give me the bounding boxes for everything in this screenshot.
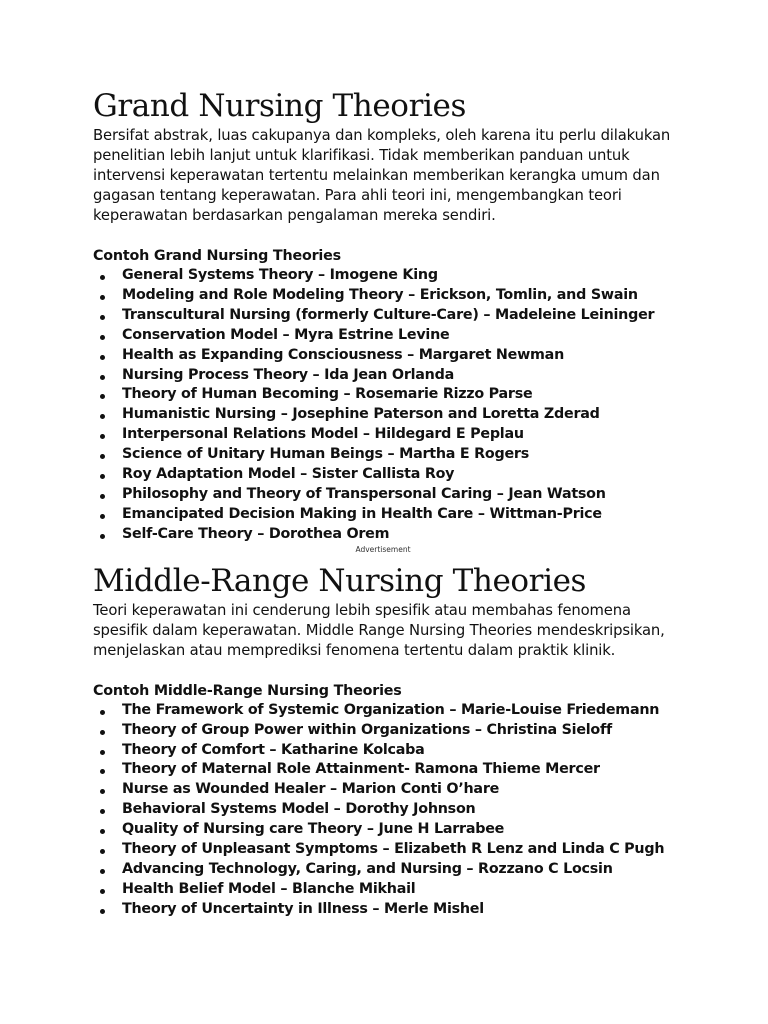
bullet-icon bbox=[100, 710, 105, 715]
list-item bbox=[93, 465, 693, 485]
list-item bbox=[93, 800, 693, 820]
list-item-text: Theory of Unpleasant Symptoms – Elizabeth R Lenz and Linda C Pugh bbox=[122, 841, 665, 858]
list-item-text: Modeling and Role Modeling Theory – Erickson, Tomlin, and Swain bbox=[122, 286, 638, 303]
list-item bbox=[93, 880, 693, 900]
middle-range-theories-heading: Middle-Range Nursing Theories bbox=[93, 562, 587, 599]
list-item-text: Science of Unitary Human Beings – Martha E Rogers bbox=[122, 446, 529, 463]
bullet-icon bbox=[100, 355, 105, 360]
bullet-icon bbox=[100, 375, 105, 380]
list-item bbox=[93, 741, 693, 761]
list-item bbox=[93, 346, 693, 366]
list-item bbox=[93, 286, 693, 306]
list-item bbox=[93, 405, 693, 425]
bullet-icon bbox=[100, 534, 105, 539]
bullet-icon bbox=[100, 889, 105, 894]
list-item bbox=[93, 701, 693, 721]
list-item bbox=[93, 820, 693, 840]
grand-theories-heading: Grand Nursing Theories bbox=[93, 88, 466, 124]
list-item-text: Self-Care Theory – Dorothea Orem bbox=[122, 525, 390, 542]
list-item-text: Roy Adaptation Model – Sister Callista Roy bbox=[122, 466, 455, 483]
bullet-icon bbox=[100, 494, 105, 499]
list-item bbox=[93, 266, 693, 286]
list-item bbox=[93, 306, 693, 326]
grand-theories-intro: Bersifat abstrak, luas cakupanya dan kompleks, oleh karena itu perlu dilakukan penelitian lebih lanjut untuk klarifikasi. Tidak memberikan panduan untuk intervensi keperawatan tertentu melainkan memberikan kerangka umum dan gagasan tentang keperawatan. Para ahli teori ini, mengembangkan teori keperawatan berdasarkan pengalaman mereka sendiri. bbox=[93, 127, 671, 224]
list-item-text: Transcultural Nursing (formerly Culture-Care) – Madeleine Leininger bbox=[122, 306, 655, 323]
advertisement-label: Advertisement bbox=[355, 544, 411, 554]
list-item bbox=[93, 505, 693, 525]
list-item-text: Theory of Human Becoming – Rosemarie Rizzo Parse bbox=[122, 386, 533, 403]
list-item bbox=[93, 366, 693, 386]
bullet-icon bbox=[100, 335, 105, 340]
middle-range-theories-subheading: Contoh Middle-Range Nursing Theories bbox=[93, 682, 402, 699]
bullet-icon bbox=[100, 514, 105, 519]
list-item-text: Quality of Nursing care Theory – June H Larrabee bbox=[122, 821, 505, 838]
bullet-icon bbox=[100, 730, 105, 735]
bullet-icon bbox=[100, 474, 105, 479]
list-item-text: Conservation Model – Myra Estrine Levine bbox=[122, 326, 450, 343]
bullet-icon bbox=[100, 869, 105, 874]
list-item-text: Health as Expanding Consciousness – Margaret Newman bbox=[122, 346, 564, 363]
list-item-text: Health Belief Model – Blanche Mikhail bbox=[122, 880, 416, 897]
grand-theories-subheading: Contoh Grand Nursing Theories bbox=[93, 248, 341, 264]
list-item bbox=[93, 760, 693, 780]
list-item-text: Nursing Process Theory – Ida Jean Orlanda bbox=[122, 366, 454, 383]
list-item-text: Behavioral Systems Model – Dorothy Johnson bbox=[122, 801, 476, 818]
list-item-text: Interpersonal Relations Model – Hildegard E Peplau bbox=[122, 426, 524, 443]
bullet-icon bbox=[100, 909, 105, 914]
list-item-text: Theory of Group Power within Organizations – Christina Sieloff bbox=[122, 721, 612, 738]
list-item bbox=[93, 525, 693, 545]
bullet-icon bbox=[100, 434, 105, 439]
list-item bbox=[93, 485, 693, 505]
list-item-text: Emancipated Decision Making in Health Care – Wittman-Price bbox=[122, 505, 602, 522]
list-item-text: Theory of Comfort – Katharine Kolcaba bbox=[122, 741, 425, 758]
list-item bbox=[93, 721, 693, 741]
bullet-icon bbox=[100, 750, 105, 755]
bullet-icon bbox=[100, 414, 105, 419]
list-item-text: Advancing Technology, Caring, and Nursing – Rozzano C Locsin bbox=[122, 860, 613, 877]
bullet-icon bbox=[100, 829, 105, 834]
bullet-icon bbox=[100, 769, 105, 774]
list-item bbox=[93, 900, 693, 920]
document-page bbox=[93, 86, 693, 920]
bullet-icon bbox=[100, 849, 105, 854]
list-item bbox=[93, 326, 693, 346]
list-item bbox=[93, 840, 693, 860]
list-item-text: Theory of Uncertainty in Illness – Merle Mishel bbox=[122, 900, 484, 917]
bullet-icon bbox=[100, 275, 105, 280]
list-item bbox=[93, 860, 693, 880]
list-item-text: Philosophy and Theory of Transpersonal Caring – Jean Watson bbox=[122, 485, 606, 502]
list-item-text: Humanistic Nursing – Josephine Paterson and Loretta Zderad bbox=[122, 406, 600, 423]
bullet-icon bbox=[100, 454, 105, 459]
bullet-icon bbox=[100, 789, 105, 794]
list-item-text: General Systems Theory – Imogene King bbox=[122, 267, 438, 283]
list-item bbox=[93, 385, 693, 405]
list-item bbox=[93, 445, 693, 465]
middle-range-theories-intro: Teori keperawatan ini cenderung lebih spesifik atau membahas fenomena spesifik dalam keperawatan. Middle Range Nursing Theories mendeskripsikan, menjelaskan atau memprediksi fenomena tertentu dalam praktik klinik. bbox=[93, 601, 665, 659]
grand-theories-list bbox=[93, 266, 693, 545]
list-item bbox=[93, 425, 693, 445]
bullet-icon bbox=[100, 394, 105, 399]
list-item bbox=[93, 780, 693, 800]
list-item-text: Theory of Maternal Role Attainment- Ramona Thieme Mercer bbox=[122, 761, 600, 778]
list-item-text: The Framework of Systemic Organization – Marie-Louise Friedemann bbox=[122, 701, 660, 718]
list-item-text: Nurse as Wounded Healer – Marion Conti O’hare bbox=[122, 781, 500, 798]
bullet-icon bbox=[100, 315, 105, 320]
bullet-icon bbox=[100, 295, 105, 300]
middle-range-theories-list bbox=[93, 701, 693, 920]
bullet-icon bbox=[100, 809, 105, 814]
